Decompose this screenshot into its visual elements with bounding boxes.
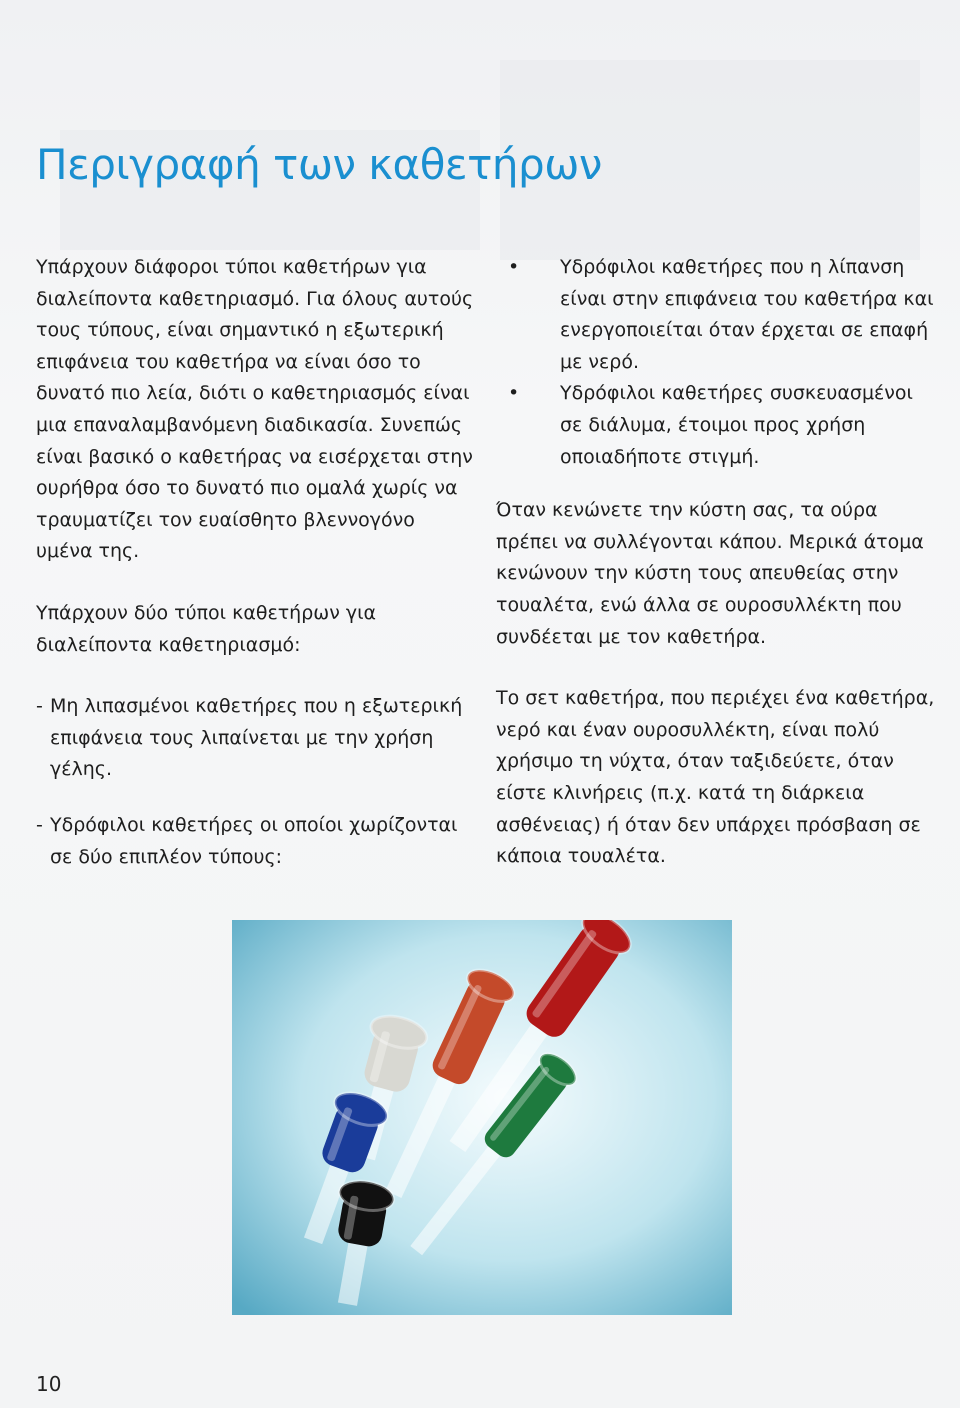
bullet-item-text: Υδρόφιλοι καθετήρες που η λίπανση είναι στην επιφάνεια του καθετήρα και ενεργοποιείται όταν έρχεται σε επαφή με νερό. bbox=[560, 256, 934, 373]
intro-paragraph: Υπάρχουν διάφοροι τύποι καθετήρων για διαλείποντα καθετηριασμό. Για όλους αυτούς τους τύπους, είναι σημαντικό η εξωτερική επιφάνεια του καθετήρα να είναι όσο το δυνατό πιο λεία, διότι ο καθετηριασμός είναι μια επαναλαμβανόμενη διαδικασία. Συνεπώς είναι βασικό ο καθετήρας να εισέρχεται στην ουρήθρα όσο το δυνατό πιο ομαλά χωρίς να τραυματίζει τον ευαίσθητο βλεννογόνο υμένα της. bbox=[36, 256, 474, 563]
catheter-connectors-photo bbox=[232, 920, 732, 1315]
dash-marker: - bbox=[36, 695, 43, 718]
bullet-marker: • bbox=[508, 256, 520, 278]
page-number: 10 bbox=[36, 1372, 62, 1396]
bullet-list-item bbox=[496, 378, 936, 473]
bullet-list-item bbox=[496, 252, 936, 378]
dash-marker: - bbox=[36, 813, 43, 836]
dash-item-text: Μη λιπασμένοι καθετήρες που η εξωτερική επιφάνεια τους λιπαίνεται με την χρήση γέλης. bbox=[50, 695, 463, 781]
types-intro-paragraph: Υπάρχουν δύο τύποι καθετήρων για διαλείποντα καθετηριασμό: bbox=[36, 601, 377, 656]
bullet-list bbox=[496, 252, 936, 473]
dash-item-text: Υδρόφιλοι καθετήρες οι οποίοι χωρίζονται σε δύο επιπλέον τύπους: bbox=[50, 813, 458, 868]
bullet-marker: • bbox=[508, 382, 520, 405]
bladder-emptying-paragraph: Όταν κενώνετε την κύστη σας, τα ούρα πρέπει να συλλέγονται κάπου. Μερικά άτομα κενώνουν την κύστη τους απευθείας στην τουαλέτα, ενώ άλλα σε ουροσυλλέκτη που συνδέεται με τον καθετήρα. bbox=[496, 499, 924, 648]
dash-list-item bbox=[36, 810, 476, 873]
dash-list-item bbox=[36, 691, 476, 786]
page-title: Περιγραφή των καθετήρων bbox=[36, 140, 602, 189]
bullet-item-text: Υδρόφιλοι καθετήρες συσκευασμένοι σε διάλυμα, έτοιμοι προς χρήση οποιαδήποτε στιγμή. bbox=[560, 382, 913, 468]
right-column bbox=[496, 252, 936, 903]
catheter-set-paragraph: Το σετ καθετήρα, που περιέχει ένα καθετήρα, νερό και έναν ουροσυλλέκτη, είναι πολύ χρήσιμο τη νύχτα, όταν ταξιδεύετε, όταν είστε κλινήρεις (π.χ. κατά τη διάρκεια ασθένειας) ή όταν δεν υπάρχει πρόσβαση σε κάποια τουαλέτα. bbox=[496, 687, 935, 868]
left-column bbox=[36, 252, 476, 897]
